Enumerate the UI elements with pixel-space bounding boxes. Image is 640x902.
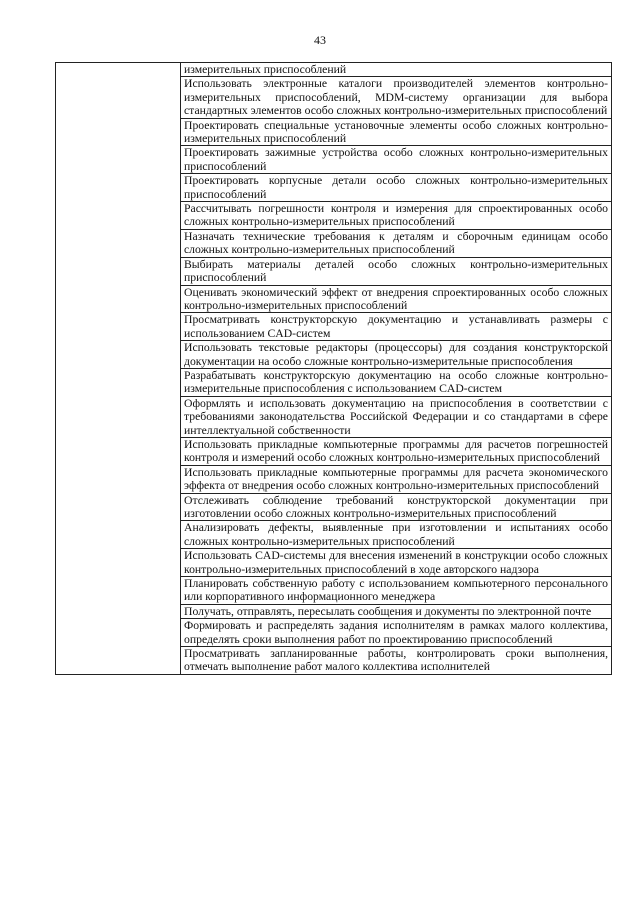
skill-cell: Использовать текстовые редакторы (процессоры) для создания конструкторской документации на особо сложные контрольно-измерительные приспособления	[181, 341, 612, 369]
skill-cell: Формировать и распределять задания исполнителям в рамках малого коллектива, определять сроки выполнения работ по проектированию приспособлений	[181, 619, 612, 647]
table-row	[56, 63, 612, 77]
skill-cell: Использовать прикладные компьютерные программы для расчетов погрешностей контроля и измерений особо сложных контрольно-измерительных приспособлений	[181, 437, 612, 465]
skill-cell: Проектировать специальные установочные элементы особо сложных контрольно-измерительных приспособлений	[181, 118, 612, 146]
skill-cell: Выбирать материалы деталей особо сложных контрольно-измерительных приспособлений	[181, 257, 612, 285]
skill-cell: Просматривать запланированные работы, контролировать сроки выполнения, отмечать выполнение работ малого коллектива исполнителей	[181, 647, 612, 675]
skill-cell: Анализировать дефекты, выявленные при изготовлении и испытаниях особо сложных контрольно-измерительных приспособлений	[181, 521, 612, 549]
skills-table	[55, 62, 612, 675]
left-column-cell	[56, 63, 181, 675]
skill-cell: Использовать электронные каталоги производителей элементов контрольно-измерительных приспособлений, MDM-систему организации для выбора стандартных элементов особо сложных контрольно-измерительных приспособлений	[181, 77, 612, 118]
skill-cell: Разрабатывать конструкторскую документацию на особо сложные контрольно-измерительные приспособления с использованием CAD-систем	[181, 368, 612, 396]
skill-cell: Проектировать зажимные устройства особо сложных контрольно-измерительных приспособлений	[181, 146, 612, 174]
skill-cell: Использовать прикладные компьютерные программы для расчета экономического эффекта от внедрения особо сложных контрольно-измерительных приспособлений	[181, 465, 612, 493]
skill-cell: Просматривать конструкторскую документацию и устанавливать размеры с использованием CAD-систем	[181, 313, 612, 341]
page-number: 43	[314, 33, 326, 47]
skill-cell: Оценивать экономический эффект от внедрения спроектированных особо сложных контрольно-измерительных приспособлений	[181, 285, 612, 313]
skill-cell: Использовать CAD-системы для внесения изменений в конструкции особо сложных контрольно-измерительных приспособлений в ходе авторского надзора	[181, 549, 612, 577]
skill-cell: Рассчитывать погрешности контроля и измерения для спроектированных особо сложных контрольно-измерительных приспособлений	[181, 202, 612, 230]
skill-cell: Отслеживать соблюдение требований конструкторской документации при изготовлении особо сложных контрольно-измерительных приспособлений	[181, 493, 612, 521]
skill-cell: Оформлять и использовать документацию на приспособления в соответствии с требованиями законодательства Российской Федерации и со стандартами в сфере интеллектуальной собственности	[181, 396, 612, 437]
skill-cell: Проектировать корпусные детали особо сложных контрольно-измерительных приспособлений	[181, 174, 612, 202]
skill-cell: Назначать технические требования к деталям и сборочным единицам особо сложных контрольно-измерительных приспособлений	[181, 229, 612, 257]
skill-cell: Получать, отправлять, пересылать сообщения и документы по электронной почте	[181, 604, 612, 618]
skill-cell: Планировать собственную работу с использованием компьютерного персонального или корпоративного информационного менеджера	[181, 577, 612, 605]
skill-cell: измерительных приспособлений	[181, 63, 612, 77]
